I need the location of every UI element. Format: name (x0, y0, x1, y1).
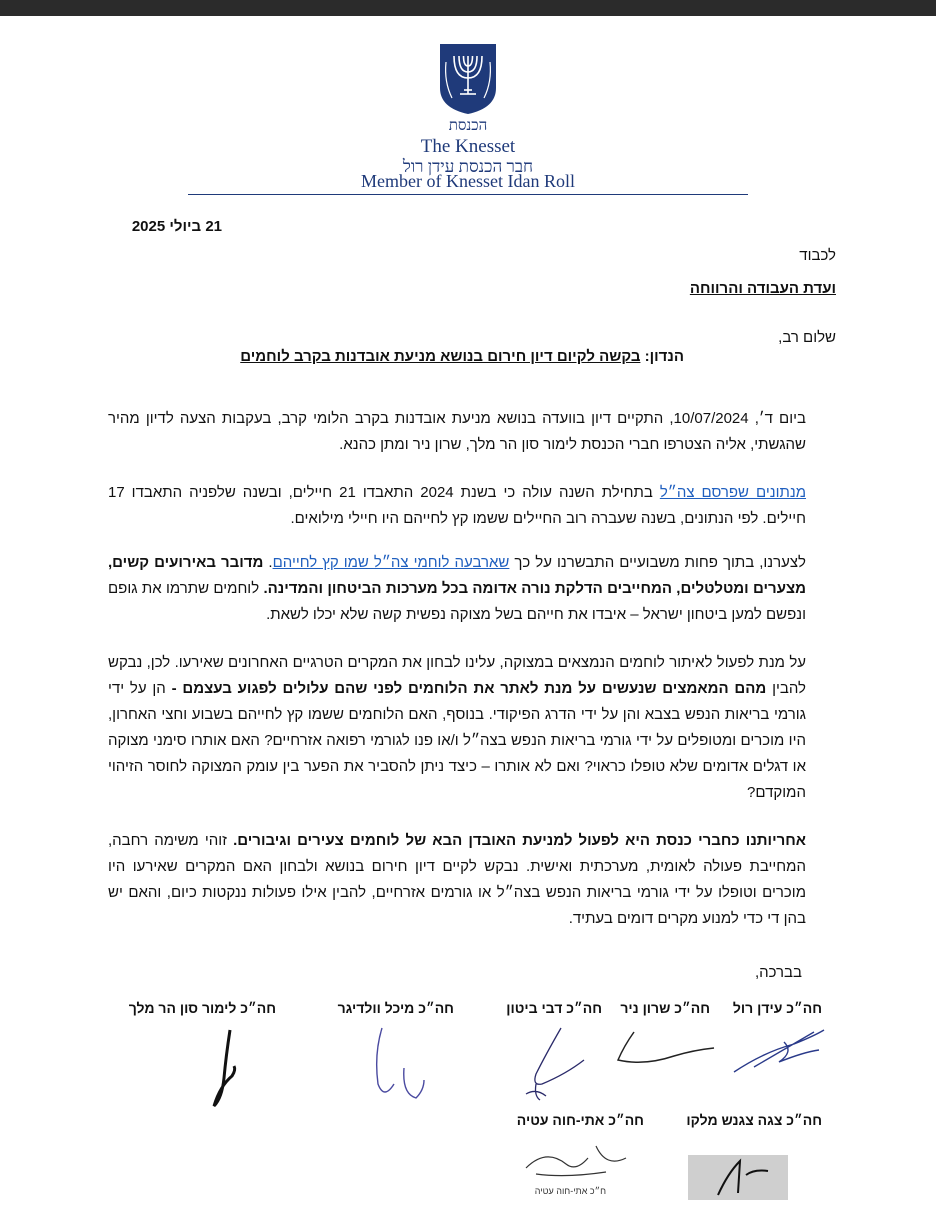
paragraph-5-text: זוהי משימה רחבה, המחייבת פעולה לאומית, מערכתית ואישית. נבקש לקיים דיון חירום בנושא ולבחון האם המקרים שאירעו היו מוכרים וטופלו על ידי גורמי בריאות הנפש בצה״ל או גורמים אזרחיים, להבין אילו פעולות ננקטות כיום, והאם יש בהן די כדי למנוע מקרים דומים בעתיד. (108, 832, 806, 927)
paragraph-3-bold: מדובר באירועים קשים, מצערים ומטלטלים, המחייבים הדלקת נורה אדומה בכל מערכות הביטחון והמדינה. (108, 554, 806, 597)
paragraph-5-bold: אחריותנו כחברי כנסת היא לפעול למניעת האובדן הבא של לוחמים צעירים וגיבורים. (233, 832, 806, 849)
paragraph-4-a: על מנת לפעול לאיתור לוחמים הנמצאים במצוקה, עלינו לבחון את המקרים הטרגיים האחרונים שאירעו. (174, 654, 806, 671)
paragraph-3-mid: . (263, 554, 273, 571)
paragraph-3-start: לצערנו, בתוך פחות משבועיים התבשרנו על כך (509, 554, 807, 571)
signature-idan-roll (724, 1022, 834, 1082)
closing: בברכה, (754, 964, 802, 981)
signatory-sharon-nir: חה״כ שרון ניר (620, 1000, 710, 1016)
recipient-salutation: לכבוד (799, 247, 836, 264)
letterhead-divider (188, 194, 748, 195)
top-bar (0, 0, 936, 16)
signatory-tsega-melaku: חה״כ צגה צגנש מלקו (686, 1112, 822, 1128)
signature-michal-waldiger (364, 1024, 434, 1104)
paragraph-3-end: לוחמים שתרמו את גופם ונפשם למען ביטחון ישראל – איבדו את חייהם בשל מצוקה נפשית קשה שלא יכלו לשאת. (108, 580, 806, 623)
recipient-committee: ועדת העבודה והרווחה (689, 280, 836, 297)
paragraph-5 (108, 828, 806, 932)
signatory-idan-roll: חה״כ עידן רול (732, 1000, 822, 1016)
signature-limor-son-har-melech (196, 1026, 256, 1110)
paragraph-4-b: לכן, נבקש להבין (108, 654, 806, 697)
paragraph-4-c: הן על ידי גורמי בריאות הנפש בצבא והן על ידי הדרג הפיקודי. בנוסף, האם הלוחמים ששמו קץ לחייהם בשבוע וחצי האחרון, היו מוכרים ומטופלים על ידי גורמי בריאות הנפש בצה״ל ו/או פנו לגורמי רפואה אזרחיים? האם אותרו סימני מצוקה או דגלים אדומים שלא טופלו כראוי? ואם לא אותרו – כיצד ניתן להסביר את הפער בין עומק המצוקה לחוסר הזיהוי המוקדם? (108, 680, 806, 801)
letterhead-hebrew-member: חבר הכנסת עידן רול (402, 157, 534, 176)
subject-text: בקשה לקיום דיון חירום בנושא מניעת אובדנות בקרב לוחמים (240, 348, 641, 365)
paragraph-1: ביום ד׳, 10/07/2024, התקיים דיון בוועדה בנושא מניעת אובדנות בקרב הלומי קרב, בעקבות הצעה לדיון מהיר שהגשתי, אליה הצטרפו חברי הכנסת לימור סון הר מלך, שרון ניר ומתן כהנא. (108, 410, 806, 453)
four-soldiers-link[interactable]: שארבעה לוחמי צה״ל שמו קץ לחייהם (272, 554, 510, 571)
signatory-michal-waldiger: חה״כ מיכל וולדיגר (337, 1000, 454, 1016)
letterhead-english-member: Member of Knesset Idan Roll (361, 171, 575, 191)
paragraph-2-text: בתחילת השנה עולה כי בשנת 2024 התאבדו 21 חיילים, ובשנה שלפניה התאבדו 17 חיילים. לפי הנתונים, בשנה שעברה רוב החיילים ששמו קץ לחייהם היו חיילי מילואים. (108, 484, 806, 527)
idf-data-link[interactable]: מנתונים שפרסם צה״ל (659, 484, 806, 501)
letterhead-hebrew-title: הכנסת (448, 118, 488, 134)
paragraph-3 (108, 550, 806, 628)
letterhead-english-title: The Knesset (420, 136, 516, 157)
paragraph-2 (108, 480, 806, 532)
knesset-emblem-icon (436, 42, 500, 116)
signature-tsega-melaku (688, 1155, 788, 1200)
letter-date: 21 ביולי 2025 (131, 218, 222, 235)
signatory-limor-son-har-melech: חה״כ לימור סון הר מלך (128, 1000, 276, 1016)
paragraph-4 (108, 650, 806, 806)
subject-line (240, 347, 684, 367)
signature-etti-atia (516, 1138, 646, 1180)
greeting: שלום רב, (778, 329, 836, 346)
paragraph-4-bold: מהם המאמצים שנעשים על מנת לאתר את הלוחמים לפני שהם עלולים לפגוע בעצמם - (171, 680, 767, 697)
signatory-etti-atia: חה״כ אתי-חוה עטיה (516, 1112, 644, 1128)
subject-label: הנדון: (644, 348, 684, 365)
signature-sharon-nir (604, 1026, 724, 1076)
signature-caption: ח״כ אתי-חוה עטיה (534, 1186, 606, 1196)
signatory-debbie-biton: חה״כ דבי ביטון (506, 1000, 602, 1016)
signature-debbie-biton (506, 1024, 596, 1104)
